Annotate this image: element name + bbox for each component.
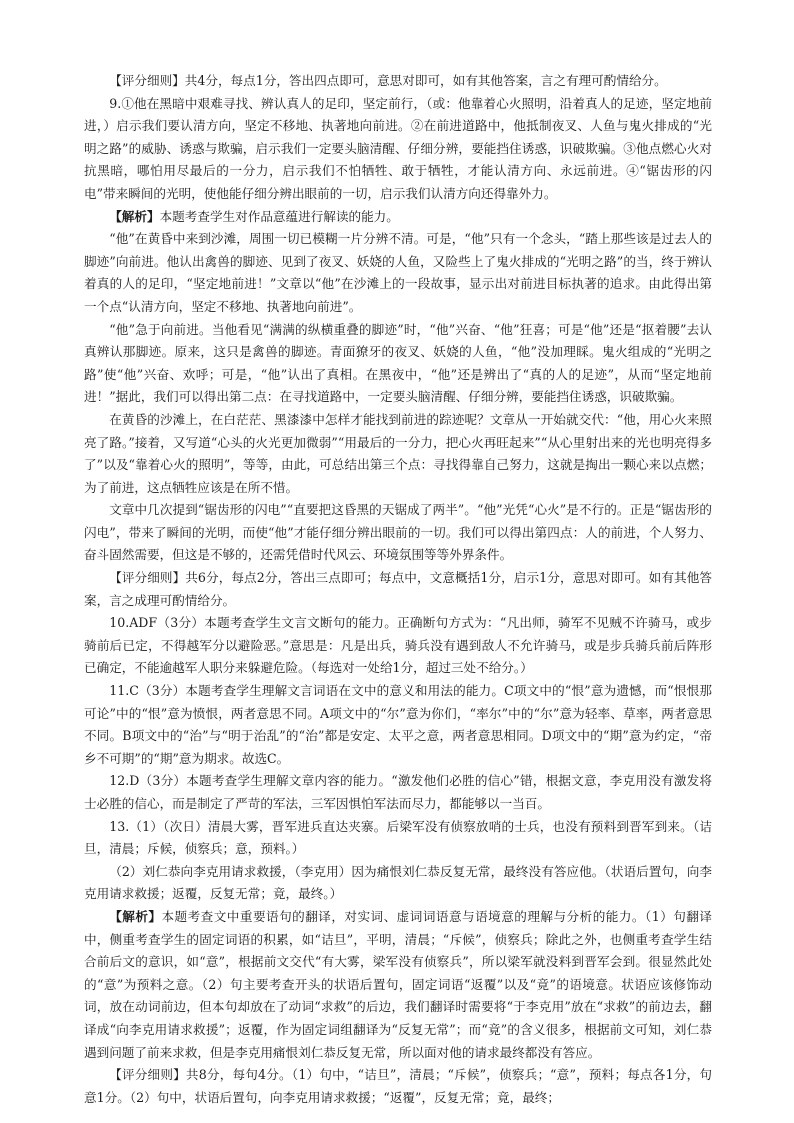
paragraph: 11.C（3分）本题考查学生理解文言词语在文中的意义和用法的能力。C项文中的“恨”意为遗憾，而“恨恨那可论”中的“恨”意为愤恨，两者意思不同。A项文中的“尔”意为你们，“率尔”中的“尔”意为轻率、草率，两者意思不同。B项文中的“治”与“明于治乱”的“治”都是安定、太平之意，两者意思相同。D项文中的“期”意为约定，“帝乡不可期”的“期”意为期求。故选C。 <box>84 683 712 766</box>
paragraph: 【评分细则】共8分，每句4分。（1）句中，“诘旦”，清晨；“斥候”，侦察兵；“意”，预料；每点各1分，句意1分。（2）句中，状语后置句，向李克用请求救援；“返覆”，反复无常；竟，最终； <box>84 1067 712 1105</box>
paragraph: “他”急于向前进。当他看见“满满的纵横重叠的脚迹”时，“他”兴奋、“他”狂喜；可是“他”还是“抠着腰”去认真辨认那脚迹。原来，这只是禽兽的脚迹。青面獠牙的夜叉、妖娆的人鱼，“他”没加理睬。鬼火组成的“光明之路”使“他”兴奋、欢呼；可是，“他”认出了真相。在黑夜中，“他”还是辨出了“真的人的足迹”，从而“坚定地前进！”据此，我们可以得出第二点：在寻找道路中，一定要头脑清醒、仔细分辨，要能挡住诱惑，识破欺骗。 <box>84 321 712 405</box>
paragraph: 【解析】本题考查学生对作品意蕴进行解读的能力。 <box>109 208 399 224</box>
paragraph: “他”在黄昏中来到沙滩，周围一切已模糊一片分辨不清。可是，“他”只有一个念头，“踏上那些该是过去人的脚迹”向前进。他认出禽兽的脚迹、见到了夜叉、妖娆的人鱼，又险些上了鬼火排成的“光明之路”的当，终于辨认着真的人的足印，“坚定地前进！”文章以“他”在沙滩上的一段故事，显示出对前进目标执著的追求。由此得出第一个点“认清方向，坚定不移地、执著地向前进”。 <box>84 231 712 314</box>
paragraph: 【解析】本题考查文中重要语句的翻译，对实词、虚词词语意与语境意的理解与分析的能力。（1）句翻译中，侧重考查学生的固定词语的积累，如“诘旦”，平明，清晨；“斥候”，侦察兵；除此之外，也侧重考查学生结合前后文的意识，如“意”，根据前文交代“有大雾，梁军没有侦察兵”，所以梁军就没料到晋军会到。很显然此处的“意”为预料之意。（2）句主要考查开头的状语后置句，固定词语“返覆”以及“竟”的语境意。状语应该修饰动词，放在动词前边，但本句却放在了动词“求救”的后边，我们翻译时需要将“于李克用”放在“求救”的前边去，翻译成“向李克用请求救援”；返覆，作为固定词组翻译为“反复无常”；而“竟”的含义很多，根据前文可知，刘仁恭遇到问题了前来求救，但是李克用痛恨刘仁恭反复无常，所以面对他的请求最终都没有答应。 <box>84 908 713 1060</box>
paragraph: 9.①他在黑暗中艰难寻找、辨认真人的足印，坚定前行，（或：他靠着心火照明，沿着真人的足迹，坚定地前进，）启示我们要认清方向，坚定不移地、执著地向前进。②在前进道路中，他抵制夜叉、人鱼与鬼火排成的“光明之路”的威胁、诱惑与欺骗，启示我们一定要头脑清醒、仔细分辨，要能挡住诱惑，识破欺骗。③他点燃心火对抗黑暗，哪怕用尽最后的一分力，启示我们不怕牺牲、敢于牺牲，才能认清方向、永远前进。④“锯齿形的闪电”带来瞬间的光明，使他能仔细分辨出眼前的一切，启示我们认清方向还得靠外力。 <box>84 95 712 201</box>
paragraph: 【评分细则】共6分，每点2分，答出三点即可；每点中，文意概括1分，启示1分，意思对即可。如有其他答案，言之成理可酌情给分。 <box>84 570 712 608</box>
paragraph: （2）刘仁恭向李克用请求救援，（李克用）因为痛恨刘仁恭反复无常，最终没有答应他。（状语后置句，向李克用请求救援；返覆，反复无常；竟，最终。） <box>84 863 712 902</box>
paragraph: 12.D（3分）本题考查学生理解文章内容的能力。“激发他们必胜的信心”错，根据文意，李克用没有激发将士必胜的信心，而是制定了严苛的军法，三军因惧怕军法而尽力，都能够以一当百。 <box>84 773 712 811</box>
paragraph: 在黄昏的沙滩上，在白茫茫、黑漆漆中怎样才能找到前进的踪迹呢？文章从一开始就交代：“他，用心火来照亮了路。”接着，又写道“心头的火光更加微弱”“用最后的一分力，把心火再旺起来”“从心里射出来的光也明亮得多了”以及“靠着心火的照明”，等等，由此，可总结出第三个点：寻找得靠自己努力，这就是掏出一颗心来以点燃；为了前进，这点牺牲应该是在所不惜。 <box>84 411 712 495</box>
paragraph: 10.ADF（3分）本题考查学生文言文断句的能力。正确断句方式为：“凡出师，骑军不见贼不许骑马，或步骑前后已定，不得越军分以避险恶。”意思是：凡是出兵，骑兵没有遇到敌人不允许骑马，或是步兵骑兵前后阵形已确定，不能逾越军人职分来躲避危险。（每选对一处给1分，超过三处不给分。） <box>84 615 712 676</box>
paragraph: 13.（1）（次日）清晨大雾，晋军进兵直达夹寨。后梁军没有侦察放哨的士兵，也没有预料到晋军到来。（诘旦，清晨；斥候，侦察兵；意，预料。） <box>84 818 712 857</box>
paragraph: 文章中几次提到“锯齿形的闪电”“直要把这昏黑的天锯成了两半”。“他”光凭“心火”是不行的。正是“锯齿形的闪电”，带来了瞬间的光明，而使“他”才能仔细分辨出眼前的一切。我们可以得出第四点：人的前进，个人努力、奋斗固然需要，但这是不够的，还需凭借时代风云、环境氛围等等外界条件。 <box>84 502 712 563</box>
paragraph: 【评分细则】共4分，每点1分，答出四点即可，意思对即可，如有其他答案，言之有理可酌情给分。 <box>109 73 667 88</box>
